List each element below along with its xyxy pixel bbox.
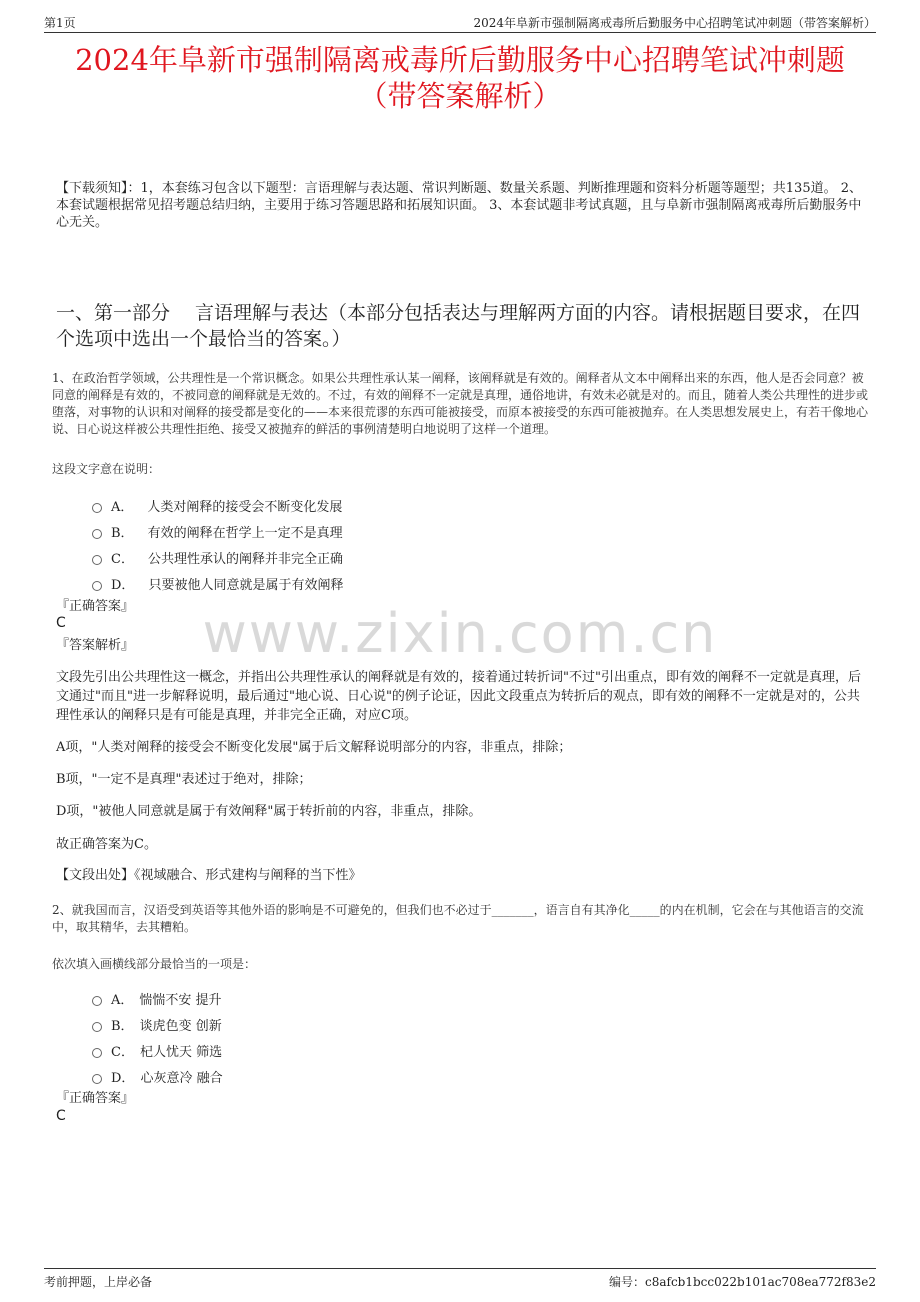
footer-slogan: 考前押题，上岸必备 (44, 1275, 153, 1289)
q2-answer: C (56, 1108, 66, 1124)
question-1-options (92, 492, 343, 596)
option-key: D． (111, 577, 135, 593)
question-1-prompt: 这段文字意在说明： (52, 462, 161, 476)
q1-answer-label: 『正确答案』 (56, 599, 135, 614)
question-2-stem: 2、就我国而言，汉语受到英语等其他外语的影响是不可避免的，但我们也不必过于_______，语言自有其净化_____的内在机制，它会在与其他语言的交流中，取其精华，去其糟粕。 (52, 903, 864, 934)
option-text: 人类对阐释的接受会不断变化发展 (147, 499, 343, 515)
radio-icon[interactable] (92, 581, 102, 591)
option-text: 只要被他人同意就是属于有效阐释 (148, 577, 344, 593)
option-text: 谈虎色变 创新 (139, 1018, 222, 1034)
question-1-stem: 1、在政治哲学领域，公共理性是一个常识概念。如果公共理性承认某一阐释，该阐释就是有效的。阐释者从文本中阐释出来的东西，他人是否会同意？被同意的阐释是有效的，不被同意的阐释就是无效的。不过，有效的阐释不一定就是真理，通俗地讲，有效未必就是对的。而且，随着人类公共理性的进步或堕落，对事物的认识和对阐释的接受都是变化的——本来很荒谬的东西可能被接受，而原本被接受的东西可能被抛弃。在人类思想发展史上，有若干像地心说、日心说这样被公共理性拒绝、接受又被抛弃的鲜活的事例清楚明白地说明了这样一个道理。 (52, 371, 869, 436)
radio-icon[interactable] (92, 529, 102, 539)
q2-option-c[interactable] (92, 1037, 223, 1063)
q2-option-b[interactable] (92, 1011, 223, 1037)
q1-answer: C (56, 615, 66, 631)
page-header (44, 12, 876, 33)
option-text: 心灰意冷 融合 (140, 1070, 223, 1086)
option-key: C． (111, 551, 134, 567)
document-title (40, 42, 880, 114)
header-doc-title: 2024年阜新市强制隔离戒毒所后勤服务中心招聘笔试冲刺题（带答案解析） (473, 16, 876, 30)
option-text: 杞人忧天 筛选 (139, 1044, 223, 1060)
option-key: A． (111, 992, 134, 1008)
download-notice: 【下载须知】：1，本套练习包含以下题型：言语理解与表达题、常识判断题、数量关系题、判断推理题和资料分析题等题型；共135道。 2、本套试题根据常见招考题总结归纳，主要用于练习答题思路和拓展知识面。 3、本套试题非考试真题，且与阜新市强制隔离戒毒所后勤服务中心无关。 (56, 181, 862, 230)
question-2-options (92, 985, 223, 1089)
q1-analysis-b: B项，"一定不是真理"表述过于绝对，排除； (56, 772, 312, 787)
radio-icon[interactable] (92, 996, 102, 1006)
radio-icon[interactable] (92, 1048, 102, 1058)
q1-source: 【文段出处】《视域融合、形式建构与阐释的当下性》 (56, 868, 362, 883)
option-text: 公共理性承认的阐释并非完全正确 (147, 551, 343, 567)
q1-option-b[interactable] (92, 518, 343, 544)
q1-analysis-label: 『答案解析』 (56, 638, 135, 653)
watermark: www.zixin.com.cn (202, 602, 718, 665)
q2-answer-label: 『正确答案』 (56, 1091, 135, 1106)
option-key: B． (111, 525, 134, 541)
option-key: D． (111, 1070, 135, 1086)
q1-conclusion: 故正确答案为C。 (56, 837, 157, 852)
option-text: 有效的阐释在哲学上一定不是真理 (147, 525, 343, 541)
q1-analysis-d: D项，"被他人同意就是属于有效阐释"属于转折前的内容，非重点，排除。 (56, 804, 482, 819)
q1-option-a[interactable] (92, 492, 343, 518)
q1-analysis-a: A项，"人类对阐释的接受会不断变化发展"属于后文解释说明部分的内容，非重点，排除； (56, 740, 572, 755)
option-text: 惴惴不安 提升 (139, 992, 222, 1008)
section-heading: 一、第一部分 言语理解与表达（本部分包括表达与理解两方面的内容。请根据题目要求，在四个选项中选出一个最恰当的答案。） (56, 302, 861, 350)
page-footer (44, 1268, 876, 1293)
question-2-prompt: 依次填入画横线部分最恰当的一项是： (52, 957, 257, 971)
q1-option-c[interactable] (92, 544, 343, 570)
radio-icon[interactable] (92, 503, 102, 513)
q1-analysis-main: 文段先引出公共理性这一概念，并指出公共理性承认的阐释就是有效的，接着通过转折词"不过"引出重点，即有效的阐释不一定就是真理，后文通过"而且"进一步解释说明，最后通过"地心说、日心说"的例子论证，因此文段重点为转折后的观点，即有效的阐释不一定就是对的，公共理性承认的阐释只是有可能是真理，并非完全正确，对应C项。 (56, 670, 861, 723)
option-key: A． (111, 499, 134, 515)
q2-option-a[interactable] (92, 985, 223, 1011)
q1-option-d[interactable] (92, 570, 343, 596)
page-number: 第1页 (44, 16, 76, 30)
title-line-1: 2024年阜新市强制隔离戒毒所后勤服务中心招聘笔试冲刺题 (75, 43, 845, 77)
title-line-2: （带答案解析） (358, 79, 562, 113)
option-key: C． (111, 1044, 134, 1060)
radio-icon[interactable] (92, 555, 102, 565)
footer-doc-id: 编号：c8afcb1bcc022b101ac708ea772f83e2 (609, 1275, 876, 1289)
option-key: B． (111, 1018, 134, 1034)
radio-icon[interactable] (92, 1022, 102, 1032)
q2-option-d[interactable] (92, 1063, 223, 1089)
radio-icon[interactable] (92, 1074, 102, 1084)
